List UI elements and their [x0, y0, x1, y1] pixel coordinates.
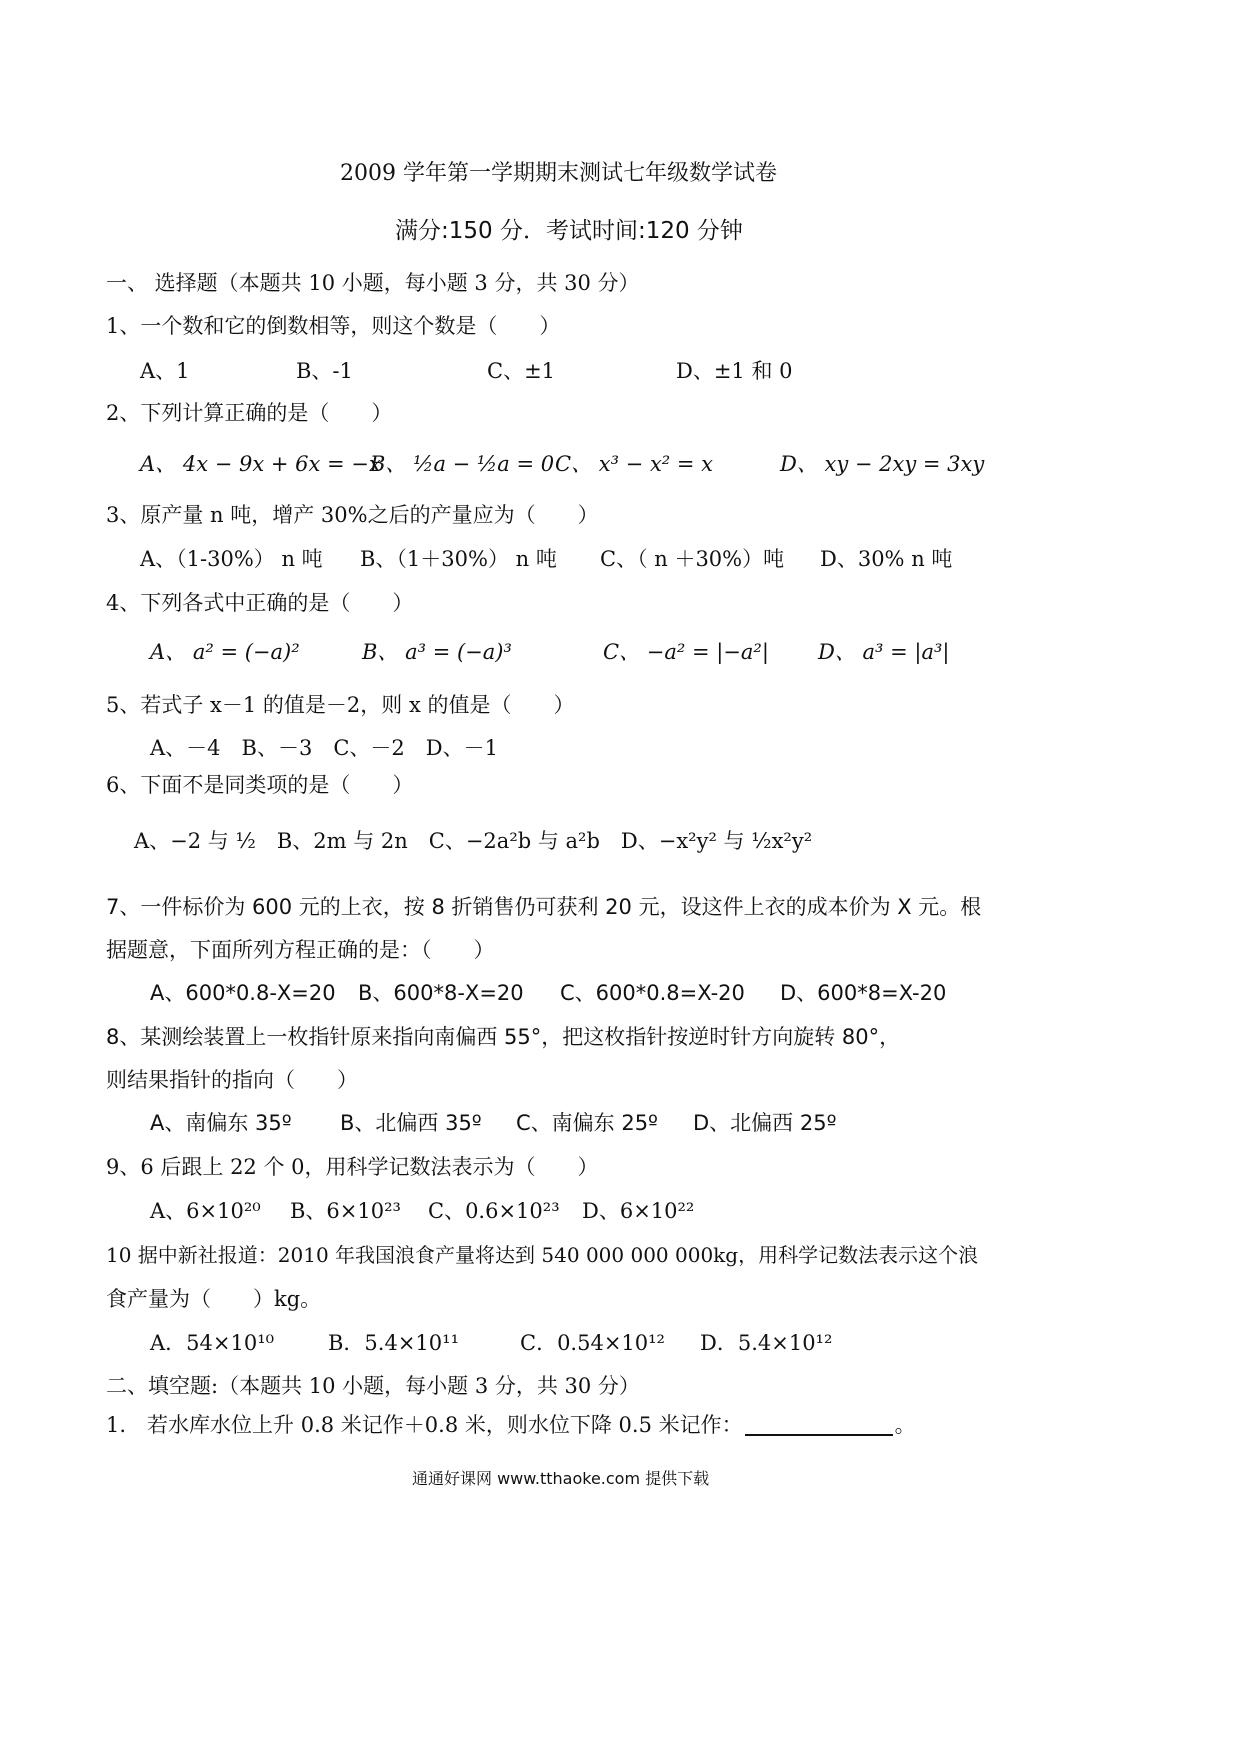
q1-text: 1、一个数和它的倒数相等，则这个数是（ ） [106, 314, 561, 338]
q2-option-a: A、 4x − 9x + 6x = −x [140, 452, 381, 476]
q8-option-c: C、南偏东 25º [516, 1111, 658, 1135]
q3-option-b: B、（1＋30%） n 吨 [360, 547, 557, 571]
q3-option-a: A、（1-30%） n 吨 [140, 547, 323, 571]
q3-option-d: D、30% n 吨 [820, 547, 953, 571]
q9-option-b: B、6×10²³ [290, 1199, 401, 1223]
q7-option-c: C、600*0.8=X-20 [560, 981, 745, 1005]
q5-text: 5、若式子 x－1 的值是－2，则 x 的值是（ ） [106, 693, 575, 717]
q8-text-line2: 则结果指针的指向（ ） [106, 1068, 358, 1092]
q4-option-a: A、 a² = (−a)² [150, 640, 300, 664]
section1-heading: 一、 选择题（本题共 10 小题，每小题 3 分，共 30 分） [106, 271, 640, 295]
fill-q1 [106, 1410, 916, 1440]
q8-option-d: D、北偏西 25º [693, 1111, 837, 1135]
q7-option-d: D、600*8=X-20 [780, 981, 947, 1005]
q7-text-line2: 据题意，下面所列方程正确的是：（ ） [106, 938, 495, 962]
q10-text-line2: 食产量为（ ）kg。 [106, 1287, 322, 1311]
q1-option-a: A、1 [140, 359, 190, 383]
q1-option-d: D、±1 和 0 [676, 359, 793, 383]
q4-text: 4、下列各式中正确的是（ ） [106, 591, 414, 615]
q2-option-d: D、 xy − 2xy = 3xy [780, 452, 985, 476]
footer-credit: 通通好课网 www.tthaoke.com 提供下载 [412, 1469, 710, 1488]
q6-options: A、−2 与 ½ B、2m 与 2n C、−2a²b 与 a²b D、−x²y² 与 ½x²y² [134, 829, 813, 853]
q9-option-a: A、6×10²⁰ [150, 1199, 261, 1223]
exam-subtitle: 满分:150 分．考试时间:120 分钟 [395, 218, 743, 244]
q1-option-b: B、-1 [296, 359, 353, 383]
fill-q1-suffix: 。 [894, 1413, 916, 1437]
q9-option-d: D、6×10²² [582, 1199, 695, 1223]
q8-text-line1: 8、某测绘装置上一枚指针原来指向南偏西 55°，把这枚指针按逆时针方向旋转 80°， [106, 1025, 901, 1049]
q2-text: 2、下列计算正确的是（ ） [106, 401, 393, 425]
q10-option-b: B．5.4×10¹¹ [328, 1331, 459, 1355]
q6-text: 6、下面不是同类项的是（ ） [106, 773, 414, 797]
section2-heading: 二、填空题:（本题共 10 小题，每小题 3 分，共 30 分） [106, 1374, 640, 1398]
exam-title: 2009 学年第一学期期末测试七年级数学试卷 [340, 161, 777, 186]
q3-text: 3、原产量 n 吨，增产 30%之后的产量应为（ ） [106, 503, 599, 527]
answer-blank [745, 1414, 893, 1436]
q4-option-b: B、 a³ = (−a)³ [362, 640, 512, 664]
q9-text: 9、6 后跟上 22 个 0，用科学记数法表示为（ ） [106, 1155, 599, 1179]
q9-option-c: C、0.6×10²³ [428, 1199, 560, 1223]
q2-option-b: B、 ½a − ½a = 0 [370, 452, 555, 476]
q4-option-c: C、 −a² = |−a²| [603, 640, 769, 664]
q7-option-b: B、600*8-X=20 [358, 981, 524, 1005]
q10-text-line1: 10 据中新社报道：2010 年我国浪食产量将达到 540 000 000 000kg，用科学记数法表示这个浪 [106, 1243, 979, 1267]
q1-option-c: C、±1 [487, 359, 556, 383]
q5-options: A、－4 B、－3 C、－2 D、－1 [150, 736, 498, 760]
q10-option-d: D．5.4×10¹² [700, 1331, 833, 1355]
q10-option-a: A．54×10¹⁰ [150, 1331, 275, 1355]
q7-text-line1: 7、一件标价为 600 元的上衣，按 8 折销售仍可获利 20 元，设这件上衣的成本价为 X 元。根 [106, 895, 982, 919]
q8-option-a: A、南偏东 35º [150, 1111, 292, 1135]
q2-option-c: C、 x³ − x² = x [555, 452, 714, 476]
q3-option-c: C、（ n ＋30%）吨 [600, 547, 785, 571]
q7-option-a: A、600*0.8-X=20 [150, 981, 336, 1005]
q8-option-b: B、北偏西 35º [340, 1111, 482, 1135]
fill-q1-text: 1. 若水库水位上升 0.8 米记作＋0.8 米，则水位下降 0.5 米记作： [106, 1413, 743, 1437]
q10-option-c: C．0.54×10¹² [520, 1331, 665, 1355]
q4-option-d: D、 a³ = |a³| [818, 640, 950, 664]
